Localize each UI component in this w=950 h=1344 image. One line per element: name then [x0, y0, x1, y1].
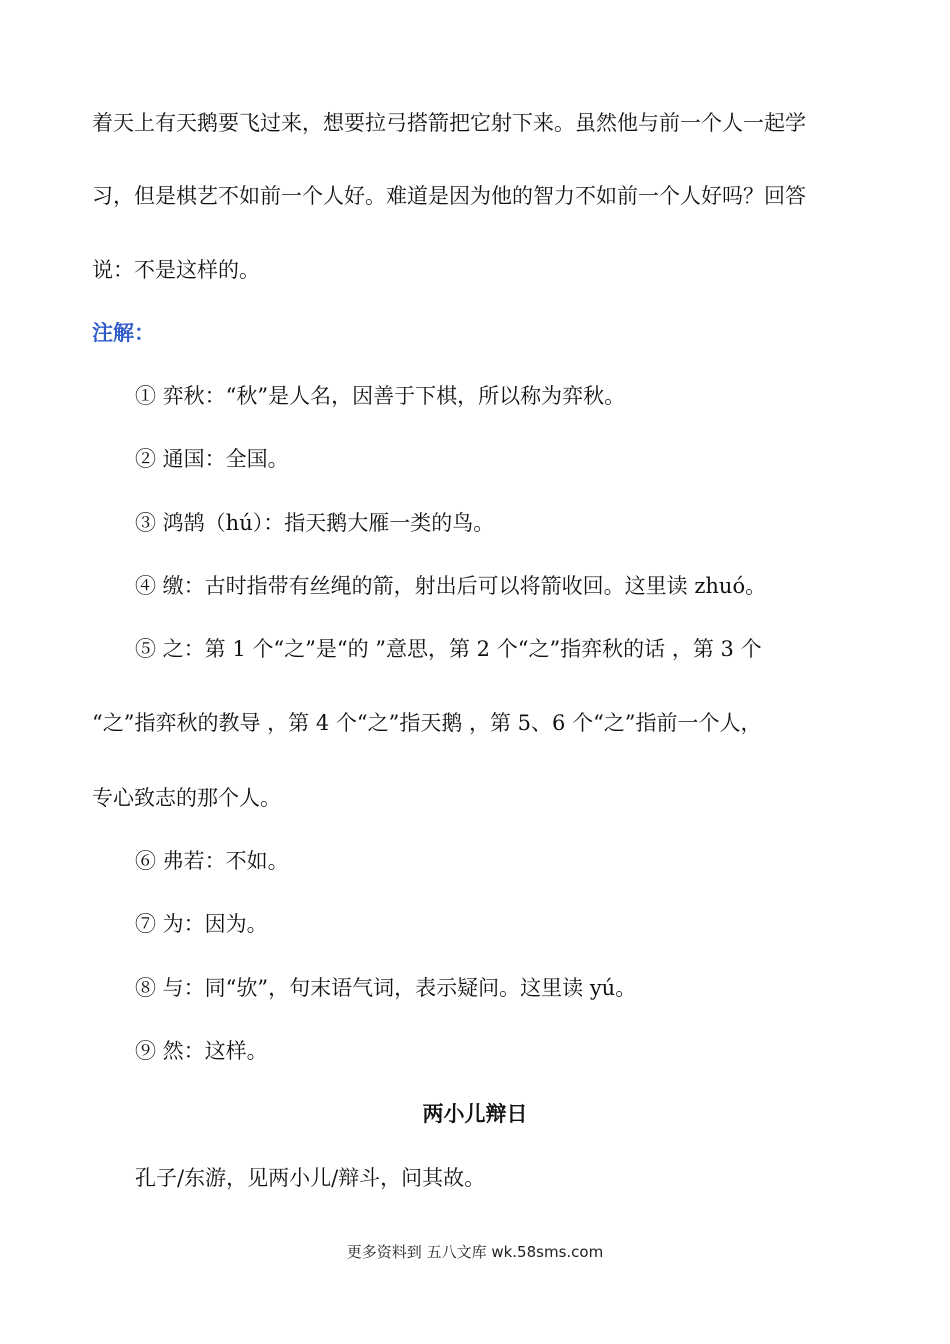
body-line-3: 说：不是这样的。	[92, 258, 260, 282]
note-9: ⑨ 然：这样。	[135, 1039, 268, 1063]
note-4: ④ 缴：古时指带有丝绳的箭，射出后可以将箭收回。这里读 zhuó。	[135, 574, 767, 598]
note-5-line-1: ⑤ 之：第 1 个“之”是“的 ”意思，第 2 个“之”指弈秋的话 ，第 3 个	[135, 637, 762, 661]
section-first-line: 孔子/东游，见两小儿/辩斗，问其故。	[135, 1166, 486, 1190]
note-7: ⑦ 为：因为。	[135, 912, 268, 936]
body-line-1: 着天上有天鹅要飞过来，想要拉弓搭箭把它射下来。虽然他与前一个人一起学	[92, 111, 806, 135]
footer-text: 更多资料到 五八文库 wk.58sms.com	[346, 1243, 604, 1261]
section-title: 两小儿辩日	[422, 1102, 528, 1126]
note-6: ⑥ 弗若：不如。	[135, 849, 289, 873]
note-1: ① 弈秋：“秋”是人名，因善于下棋，所以称为弈秋。	[135, 384, 626, 408]
note-5-line-2: “之”指弈秋的教导 ，第 4 个“之”指天鹅 ，第 5、6 个“之”指前一个人，	[92, 711, 762, 735]
note-8: ⑧ 与：同“欤”，句末语气词，表示疑问。这里读 yú。	[135, 976, 637, 1000]
note-2: ② 通国：全国。	[135, 447, 289, 471]
body-line-2: 习，但是棋艺不如前一个人好。难道是因为他的智力不如前一个人好吗？回答	[92, 184, 806, 208]
note-5-line-3: 专心致志的那个人。	[92, 786, 281, 810]
notes-heading: 注解：	[92, 321, 155, 345]
note-3: ③ 鸿鹄（hú）：指天鹅大雁一类的鸟。	[135, 511, 495, 535]
